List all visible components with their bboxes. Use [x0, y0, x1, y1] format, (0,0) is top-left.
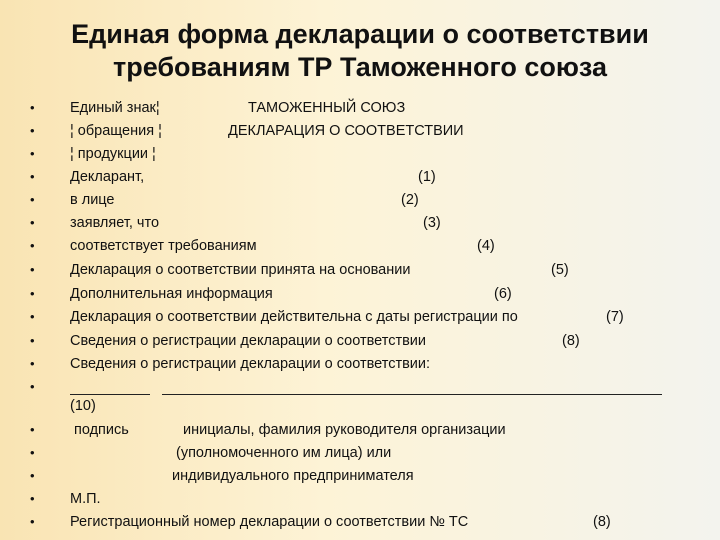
- list-item: [0, 419, 720, 441]
- footnote-number: (5): [551, 262, 569, 278]
- field-label: Декларант,: [70, 169, 145, 185]
- bullet: •: [30, 262, 35, 277]
- bullet: •: [30, 379, 35, 394]
- stamp-label: М.П.: [70, 491, 101, 507]
- bullet: •: [30, 100, 35, 115]
- footnote-number: (3): [423, 215, 441, 231]
- bullet: •: [30, 146, 35, 161]
- footnote-number: (8): [593, 514, 611, 530]
- list-item: [0, 259, 720, 281]
- bullet: •: [30, 422, 35, 437]
- list-item: [0, 353, 720, 375]
- list-item: [0, 465, 720, 487]
- list-item: [0, 442, 720, 464]
- list-item: [0, 189, 720, 211]
- field-label: Регистрационный номер декларации о соответствии № ТС: [70, 514, 469, 530]
- name-line: [162, 394, 662, 395]
- name-caption: (уполномоченного им лица) или: [176, 445, 392, 461]
- list-item: [0, 166, 720, 188]
- bullet: •: [30, 491, 35, 506]
- bullet: •: [30, 286, 35, 301]
- bullet: •: [30, 514, 35, 529]
- bullet: •: [30, 333, 35, 348]
- list-item: [0, 120, 720, 142]
- bullet: •: [30, 445, 35, 460]
- field-label: ¦ обращения ¦: [70, 123, 162, 139]
- field-label: Единый знак¦: [70, 100, 160, 116]
- bullet: •: [30, 215, 35, 230]
- header-text: ТАМОЖЕННЫЙ СОЮЗ: [248, 100, 406, 116]
- list-item: [0, 488, 720, 510]
- list-item: [0, 283, 720, 305]
- field-label: заявляет, что: [70, 215, 160, 231]
- list-item: [0, 143, 720, 165]
- bullet: •: [30, 123, 35, 138]
- field-label: в лице: [70, 192, 115, 208]
- bullet: •: [30, 356, 35, 371]
- name-caption: инициалы, фамилия руководителя организации: [183, 422, 506, 438]
- field-label: ¦ продукции ¦: [70, 146, 156, 162]
- list-item: [0, 306, 720, 328]
- footnote-number: (4): [477, 238, 495, 254]
- title-line-1: Единая форма декларации о соответствии: [71, 19, 649, 49]
- header-text: ДЕКЛАРАЦИЯ О СООТВЕТСТВИИ: [228, 123, 464, 139]
- bullet: •: [30, 192, 35, 207]
- footnote-number: (7): [606, 309, 624, 325]
- bullet: •: [30, 468, 35, 483]
- field-label: Декларация о соответствии принята на основании: [70, 262, 411, 278]
- title-line-2: требованиям ТР Таможенного союза: [113, 52, 607, 82]
- field-label: Сведения о регистрации декларации о соответствии:: [70, 356, 431, 372]
- footnote-number: (6): [494, 286, 512, 302]
- bullet: •: [30, 238, 35, 253]
- list-item: [0, 235, 720, 257]
- list-item: [0, 330, 720, 352]
- list-item: [0, 97, 720, 119]
- footnote-number: (10): [70, 398, 96, 414]
- footnote-number: (8): [562, 333, 580, 349]
- list-item-number: [70, 395, 170, 417]
- list-item: [0, 511, 720, 533]
- signature-caption: подпись: [74, 422, 129, 438]
- field-label: Декларация о соответствии действительна с даты регистрации по: [70, 309, 518, 325]
- footnote-number: (1): [418, 169, 436, 185]
- bullet: •: [30, 309, 35, 324]
- name-caption: индивидуального предпринимателя: [172, 468, 414, 484]
- field-label: Дополнительная информация: [70, 286, 273, 302]
- footnote-number: (2): [401, 192, 419, 208]
- bullet: •: [30, 169, 35, 184]
- field-label: Сведения о регистрации декларации о соответствии: [70, 333, 427, 349]
- field-label: соответствует требованиям: [70, 238, 257, 254]
- list-item: [0, 212, 720, 234]
